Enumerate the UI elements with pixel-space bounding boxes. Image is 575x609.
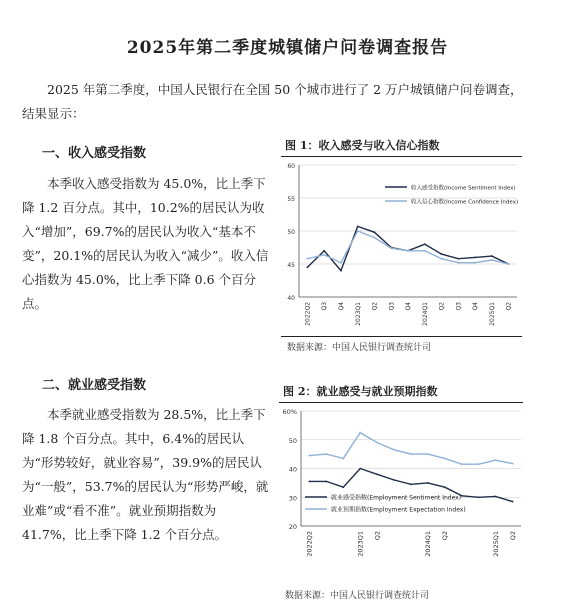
legend-label: 收入信心指数(Income Confidence Index) <box>411 199 519 206</box>
employment-chart <box>279 403 523 581</box>
data-point <box>376 473 378 475</box>
data-point <box>491 255 493 257</box>
x-tick-label: Q3 <box>388 302 396 311</box>
x-tick-label: 2024Q1 <box>421 302 429 326</box>
data-point <box>495 495 497 497</box>
data-point <box>461 495 463 497</box>
x-tick-label: 2023Q1 <box>354 302 362 326</box>
figure-source: 数据来源：中国人民银行调查统计司 <box>281 336 522 353</box>
data-point <box>444 486 446 488</box>
x-tick-label: Q4 <box>338 302 346 311</box>
x-tick-label: Q3 <box>321 302 329 311</box>
data-point <box>374 237 376 239</box>
data-point <box>393 449 395 451</box>
x-tick-label: Q2 <box>505 302 513 311</box>
figure-source: 数据来源：中国人民银行调查统计司 <box>285 591 430 601</box>
x-tick-label: Q2 <box>371 302 379 311</box>
data-point <box>441 253 443 255</box>
x-tick-label: 2025Q1 <box>488 302 496 326</box>
data-point <box>407 250 409 252</box>
data-point <box>390 247 392 249</box>
report-title: 2025年第二季度城镇储户问卷调查报告 <box>126 38 449 58</box>
data-point <box>359 432 361 434</box>
data-point <box>323 254 325 256</box>
section-body-employment: 本季就业感受指数为 28.5%，比上季下降 1.8 个百分点。其中，6.4%的居民认为“形势较好，就业容易”，39.9%的居民认为“一般”，53.7%的居民认为“形势严峻，就业难”或“看不准”。就业预期指数为 41.7%，比上季下降 1.2 个百分点。 <box>22 407 269 542</box>
data-point <box>359 468 361 470</box>
y-tick-label: 55 <box>287 196 295 203</box>
data-point <box>474 262 476 264</box>
data-point <box>309 481 311 483</box>
x-tick-label: Q4 <box>405 302 413 311</box>
series-line <box>310 433 513 465</box>
figure-income <box>281 134 522 353</box>
y-tick-label: 45 <box>287 262 295 269</box>
data-point <box>424 243 426 245</box>
data-point <box>491 259 493 261</box>
figure-employment <box>279 380 523 601</box>
x-tick-label: 2024Q1 <box>424 531 433 557</box>
data-point <box>340 262 342 264</box>
legend-label: 就业预期指数(Employment Expectation Index) <box>331 506 466 514</box>
y-tick-label: 40 <box>287 295 295 302</box>
data-point <box>325 453 327 455</box>
x-tick-label: Q2 <box>441 531 450 541</box>
data-point <box>393 479 395 481</box>
data-point <box>478 463 480 465</box>
series-line <box>307 231 508 264</box>
x-tick-label: Q3 <box>455 302 463 311</box>
x-tick-label: 2022Q2 <box>304 302 312 326</box>
data-point <box>444 458 446 460</box>
data-point <box>427 453 429 455</box>
data-point <box>427 482 429 484</box>
x-tick-label: 2022Q2 <box>305 531 314 557</box>
y-tick-label: 50 <box>287 229 295 236</box>
x-tick-label: Q2 <box>508 531 517 541</box>
data-point <box>474 257 476 259</box>
data-point <box>410 453 412 455</box>
legend-label: 就业感受指数(Employment Sentiment Index) <box>331 494 462 502</box>
figure-title: 图 2：就业感受与就业预期指数 <box>279 380 523 403</box>
y-tick-label: 40 <box>288 465 297 474</box>
data-point <box>342 486 344 488</box>
data-point <box>512 501 514 503</box>
figure-title: 图 1：收入感受与收入信心指数 <box>281 134 522 157</box>
data-point <box>376 442 378 444</box>
x-tick-label: Q2 <box>373 531 382 541</box>
data-point <box>374 231 376 233</box>
data-point <box>478 496 480 498</box>
data-point <box>441 258 443 260</box>
y-tick-label: 30 <box>288 494 297 503</box>
section-body-income: 本季收入感受指数为 45.0%，比上季下降 1.2 百分点。其中，10.2%的居民认为收入“增加”，69.7%的居民认为收入“基本不变”，20.1%的居民认为收入“减少”。收入信心指数为 45.0%，比上季下降 0.6 个百分点。 <box>22 176 269 311</box>
data-point <box>306 266 308 268</box>
data-point <box>306 258 308 260</box>
y-tick-label: 60 <box>287 163 295 170</box>
data-point <box>457 262 459 264</box>
data-point <box>309 455 311 457</box>
data-point <box>461 463 463 465</box>
data-point <box>457 258 459 260</box>
data-point <box>410 483 412 485</box>
data-point <box>495 459 497 461</box>
intro-paragraph: 2025 年第二季度，中国人民银行在全国 50 个城市进行了 2 万户城镇储户问卷调查，结果显示： <box>22 82 523 121</box>
data-point <box>342 458 344 460</box>
y-tick-label: 60% <box>282 408 297 416</box>
data-point <box>340 270 342 272</box>
x-tick-label: Q4 <box>472 302 480 311</box>
data-point <box>512 463 514 465</box>
data-point <box>323 250 325 252</box>
data-point <box>424 250 426 252</box>
y-tick-label: 50 <box>288 436 297 445</box>
x-tick-label: 2025Q1 <box>491 531 500 557</box>
x-tick-label: 2023Q1 <box>356 531 365 557</box>
y-tick-label: 20 <box>288 523 297 531</box>
section-heading-employment: 二、就业感受指数 <box>42 378 147 393</box>
data-point <box>357 230 359 232</box>
data-point <box>508 263 510 265</box>
data-point <box>325 481 327 483</box>
income-chart <box>281 157 522 329</box>
legend-label: 收入感受指数(Income Sentiment Index) <box>411 185 516 192</box>
section-heading-income: 一、收入感受指数 <box>42 146 147 161</box>
data-point <box>357 225 359 227</box>
x-tick-label: Q2 <box>438 302 446 311</box>
